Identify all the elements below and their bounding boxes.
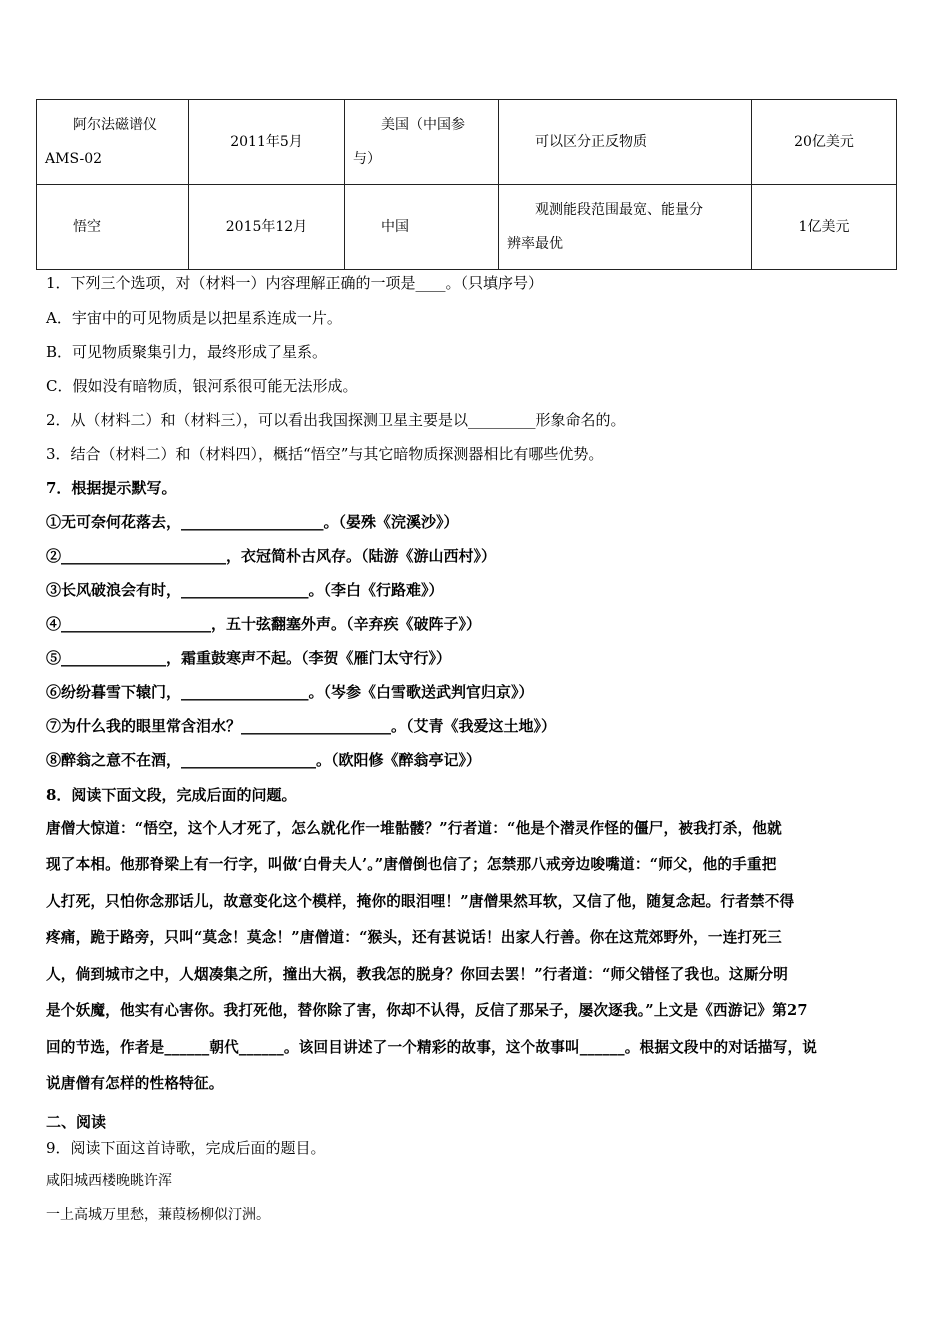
dictation-item: ③长风破浪会有时，_________________。（李白《行路难》） — [46, 581, 444, 599]
dictation-item: ⑧醉翁之意不在酒，__________________。（欧阳修《醉翁亭记》） — [46, 751, 482, 769]
cell-text: 美国（中国参 — [381, 117, 465, 133]
poem-title: 咸阳城西楼晚眺许浑 — [46, 1173, 172, 1189]
table-cell-cost: 1亿美元 — [752, 185, 897, 270]
table-cell-feature — [499, 185, 752, 270]
passage-line: 现了本相。他那脊梁上有一行字，叫做‘白骨夫人’。”唐僧倒也信了；怎禁那八戒旁边唆嘴道：“师父，他的手重把 — [46, 856, 777, 873]
dictation-item: ⑦为什么我的眼里常含泪水？____________________。（艾青《我爱这土地》） — [46, 717, 557, 735]
section-heading: 二、阅读 — [46, 1113, 107, 1131]
question-7-title: 7．根据提示默写。 — [46, 479, 177, 497]
passage-line: 人打死，只怕你念那话儿，故意变化这个模样，掩你的眼泪哩！”唐僧果然耳软，又信了他，随复念起。行者禁不得 — [46, 893, 795, 910]
table-cell-country — [345, 185, 499, 270]
dictation-item: ①无可奈何花落去，___________________。（晏殊《浣溪沙》） — [46, 513, 459, 531]
cell-text: 中国 — [381, 219, 409, 235]
poem-line: 一上高城万里愁，蒹葭杨柳似汀洲。 — [46, 1207, 270, 1223]
cell-text: 可以区分正反物质 — [535, 134, 647, 150]
question-9-title: 9．阅读下面这首诗歌，完成后面的题目。 — [46, 1139, 326, 1157]
cell-text: 悟空 — [73, 219, 101, 235]
passage-line: 唐僧大惊道：“悟空，这个人才死了，怎么就化作一堆骷髅？”行者道：“他是个潜灵作怪的僵尸，被我打杀，他就 — [46, 820, 782, 837]
question-2: 2．从（材料二）和（材料三），可以看出我国探测卫星主要是以_________形象命名的。 — [46, 411, 626, 429]
cell-text: 阿尔法磁谱仪 — [73, 117, 157, 133]
dictation-item: ⑤______________，霜重鼓寒声不起。（李贺《雁门太守行》） — [46, 649, 452, 667]
cell-text: 观测能段范围最宽、能量分 — [535, 202, 703, 218]
option-a: A．宇宙中的可见物质是以把星系连成一片。 — [46, 309, 342, 327]
question-1: 1．下列三个选项，对（材料一）内容理解正确的一项是____。（只填序号） — [46, 274, 544, 292]
passage-line: 疼痛，跪于路旁，只叫“莫念！莫念！”唐僧道：“猴头，还有甚说话！出家人行善。你在这荒郊野外，一连打死三 — [46, 929, 782, 946]
cell-text: AMS-02 — [45, 151, 103, 167]
table-cell-feature — [499, 100, 752, 185]
table-cell-cost: 20亿美元 — [752, 100, 897, 185]
dictation-item: ④____________________，五十弦翻塞外声。（辛弃疾《破阵子》） — [46, 615, 482, 633]
passage-line: 人，倘到城市之中，人烟凑集之所，撞出大祸，教我怎的脱身？你回去罢！”行者道：“师父错怪了我也。这厮分明 — [46, 966, 789, 983]
cell-text: 辨率最优 — [507, 236, 563, 252]
table-row — [37, 100, 897, 185]
cell-text: 与） — [353, 151, 381, 167]
dictation-item: ②______________________，衣冠简朴古风存。（陆游《游山西村》） — [46, 547, 497, 565]
table-cell-country — [345, 100, 499, 185]
question-8-title: 8．阅读下面文段，完成后面的问题。 — [46, 786, 297, 804]
table-cell-date: 2011年5月 — [189, 100, 345, 185]
passage-line: 说唐僧有怎样的性格特征。 — [46, 1075, 224, 1092]
detector-table — [36, 99, 897, 270]
table-cell-date: 2015年12月 — [189, 185, 345, 270]
question-3: 3．结合（材料二）和（材料四），概括“悟空”与其它暗物质探测器相比有哪些优势。 — [46, 445, 604, 463]
passage-line: 回的节选，作者是______朝代______。该回目讲述了一个精彩的故事，这个故事叫______。根据文段中的对话描写，说 — [46, 1039, 818, 1056]
table-cell-name — [37, 185, 189, 270]
passage-line: 是个妖魔，他实有心害你。我打死他，替你除了害，你却不认得，反信了那呆子，屡次逐我。”上文是《西游记》第27 — [46, 1002, 808, 1019]
table-row — [37, 185, 897, 270]
table-cell-name — [37, 100, 189, 185]
option-b: B．可见物质聚集引力，最终形成了星系。 — [46, 343, 328, 361]
option-c: C．假如没有暗物质，银河系很可能无法形成。 — [46, 377, 358, 395]
dictation-item: ⑥纷纷暮雪下辕门，_________________。（岑参《白雪歌送武判官归京》） — [46, 683, 534, 701]
